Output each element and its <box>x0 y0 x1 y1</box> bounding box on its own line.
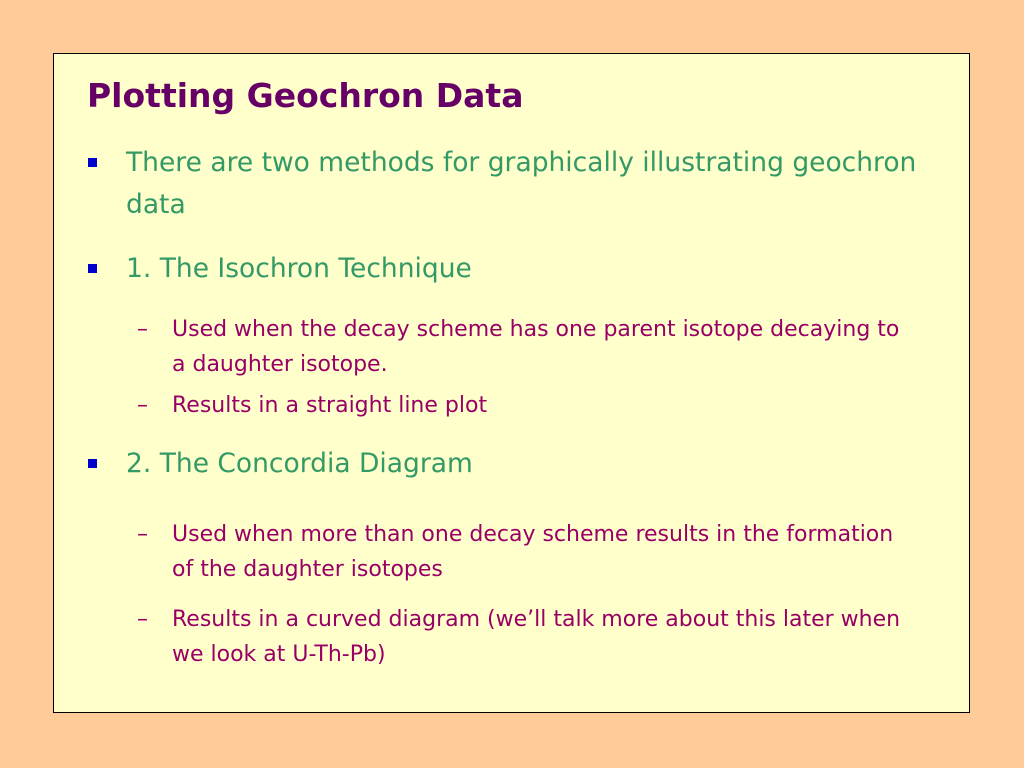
dash-bullet-icon: – <box>137 522 148 547</box>
sub-text: Used when the decay scheme has one parent isotope decaying to a daughter isotope. <box>172 317 900 377</box>
bullet-text: There are two methods for graphically illustrating geochron data <box>126 147 917 220</box>
sub-text: Results in a straight line plot <box>172 393 488 418</box>
slide-panel <box>53 53 970 713</box>
square-bullet-icon <box>88 459 97 468</box>
sub-text: Used when more than one decay scheme results in the formation of the daughter isotopes <box>172 522 894 582</box>
square-bullet-icon <box>88 264 97 273</box>
slide-title: Plotting Geochron Data <box>87 76 524 115</box>
bullet-text: 1. The Isochron Technique <box>126 253 472 284</box>
dash-bullet-icon: – <box>137 393 148 418</box>
dash-bullet-icon: – <box>137 317 148 342</box>
dash-bullet-icon: – <box>137 607 148 632</box>
sub-text: Results in a curved diagram (we’ll talk more about this later when we look at U-Th-Pb) <box>172 607 901 667</box>
bullet-text: 2. The Concordia Diagram <box>126 448 473 479</box>
square-bullet-icon <box>88 158 97 167</box>
